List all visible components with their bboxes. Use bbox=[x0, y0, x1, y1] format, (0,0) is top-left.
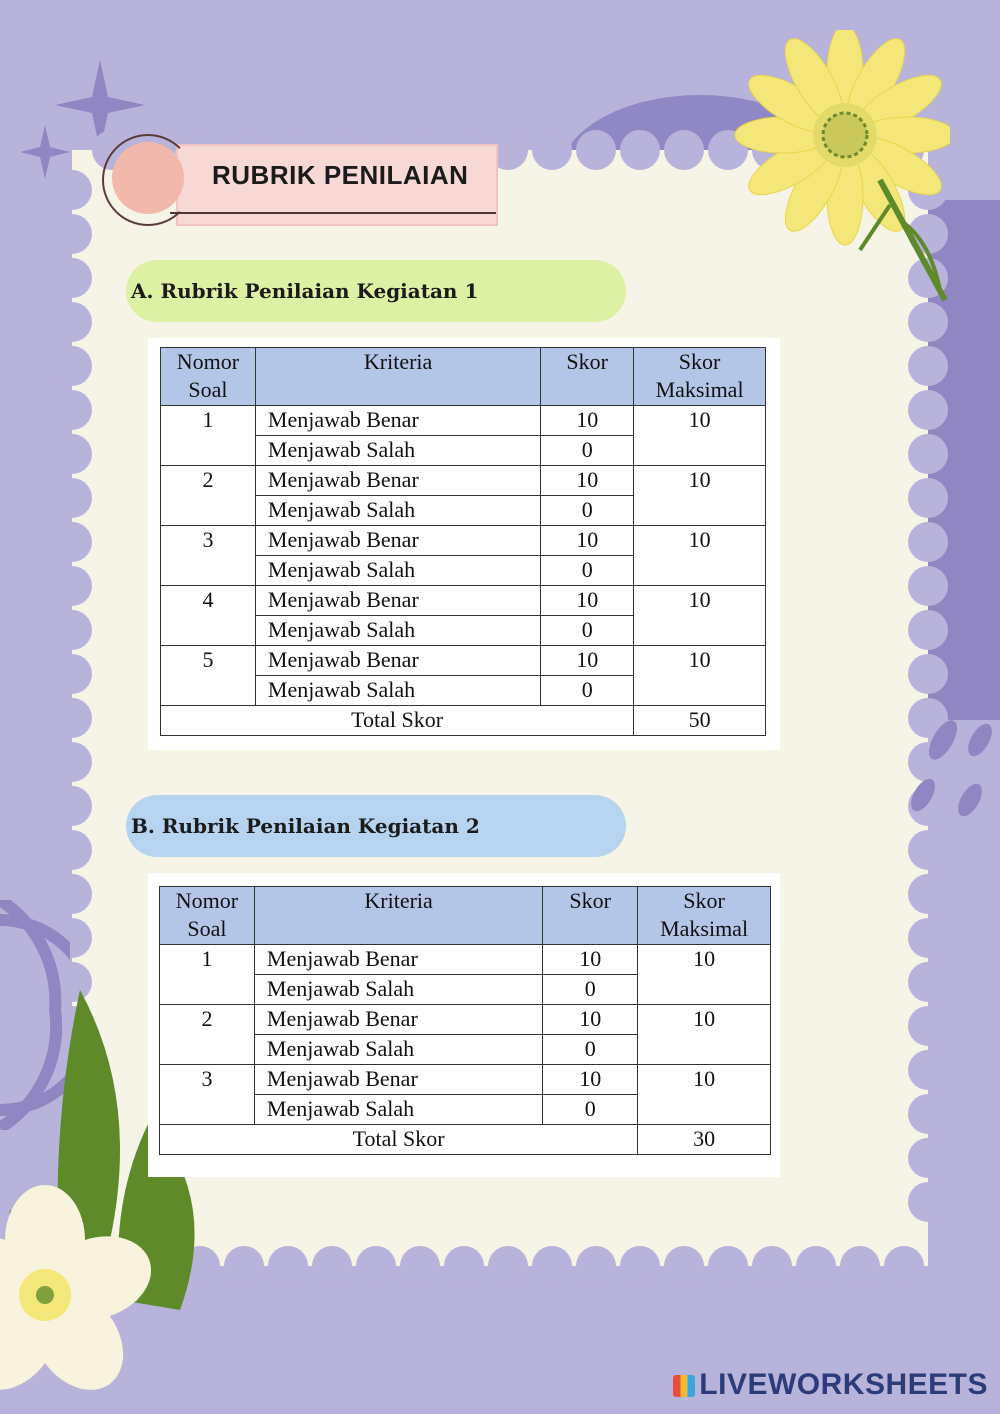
table-row bbox=[161, 586, 766, 616]
cell-skor-maksimal: 10 bbox=[634, 406, 766, 466]
liveworksheets-icon bbox=[673, 1375, 695, 1397]
title-underline bbox=[170, 212, 496, 214]
section-a-heading: A. Rubrik Penilaian Kegiatan 1 bbox=[131, 279, 479, 303]
cell-kriteria: Menjawab Salah bbox=[254, 975, 542, 1005]
header-kriteria: Kriteria bbox=[254, 887, 542, 945]
cell-kriteria: Menjawab Salah bbox=[255, 616, 540, 646]
cell-skor: 0 bbox=[543, 1095, 638, 1125]
cell-nomor: 2 bbox=[161, 466, 256, 526]
brand-text: LIVEWORKSHEETS bbox=[699, 1368, 988, 1401]
cell-kriteria: Menjawab Benar bbox=[255, 406, 540, 436]
cell-skor: 10 bbox=[543, 1005, 638, 1035]
rubric-table-b bbox=[159, 886, 771, 1155]
section-b-heading: B. Rubrik Penilaian Kegiatan 2 bbox=[131, 814, 480, 838]
total-label: Total Skor bbox=[161, 706, 634, 736]
cell-kriteria: Menjawab Benar bbox=[254, 945, 542, 975]
header-skor-maksimal: Skor Maksimal bbox=[634, 348, 766, 406]
table-row bbox=[161, 406, 766, 436]
header-nomor-soal: Nomor Soal bbox=[161, 348, 256, 406]
cell-kriteria: Menjawab Salah bbox=[255, 556, 540, 586]
cell-kriteria: Menjawab Salah bbox=[254, 1095, 542, 1125]
page-title: RUBRIK PENILAIAN bbox=[212, 160, 469, 190]
cell-skor: 10 bbox=[541, 586, 634, 616]
yellow-flower-icon bbox=[730, 30, 950, 310]
cell-skor: 10 bbox=[541, 466, 634, 496]
cell-skor-maksimal: 10 bbox=[634, 586, 766, 646]
cell-kriteria: Menjawab Salah bbox=[255, 676, 540, 706]
cell-nomor: 3 bbox=[161, 526, 256, 586]
cell-skor-maksimal: 10 bbox=[638, 1005, 771, 1065]
total-value: 50 bbox=[634, 706, 766, 736]
cell-nomor: 2 bbox=[160, 1005, 255, 1065]
cell-skor: 10 bbox=[541, 526, 634, 556]
cell-skor: 0 bbox=[541, 496, 634, 526]
cell-nomor: 4 bbox=[161, 586, 256, 646]
cell-kriteria: Menjawab Benar bbox=[254, 1005, 542, 1035]
cell-kriteria: Menjawab Benar bbox=[254, 1065, 542, 1095]
total-value: 30 bbox=[638, 1125, 771, 1155]
cell-skor: 0 bbox=[541, 436, 634, 466]
rubric-table-a bbox=[160, 347, 766, 736]
cell-kriteria: Menjawab Benar bbox=[255, 466, 540, 496]
cell-skor-maksimal: 10 bbox=[638, 1065, 771, 1125]
cell-kriteria: Menjawab Benar bbox=[255, 646, 540, 676]
cell-skor: 0 bbox=[541, 556, 634, 586]
cell-nomor: 5 bbox=[161, 646, 256, 706]
table-row bbox=[161, 646, 766, 676]
decor-drops bbox=[905, 660, 1000, 830]
header-skor: Skor bbox=[541, 348, 634, 406]
cell-nomor: 1 bbox=[161, 406, 256, 466]
cell-nomor: 3 bbox=[160, 1065, 255, 1125]
cell-skor-maksimal: 10 bbox=[634, 646, 766, 706]
table-row bbox=[161, 466, 766, 496]
title-banner bbox=[100, 130, 500, 230]
total-label: Total Skor bbox=[160, 1125, 638, 1155]
brand-logo[interactable] bbox=[673, 1368, 988, 1402]
total-row bbox=[160, 1125, 771, 1155]
header-skor-maksimal: Skor Maksimal bbox=[638, 887, 771, 945]
cell-kriteria: Menjawab Benar bbox=[255, 586, 540, 616]
cell-skor: 0 bbox=[543, 1035, 638, 1065]
cell-kriteria: Menjawab Salah bbox=[255, 436, 540, 466]
cell-kriteria: Menjawab Salah bbox=[254, 1035, 542, 1065]
cell-skor: 10 bbox=[541, 406, 634, 436]
header-kriteria: Kriteria bbox=[255, 348, 540, 406]
table-row bbox=[160, 1005, 771, 1035]
cell-skor: 0 bbox=[541, 616, 634, 646]
table-row bbox=[160, 945, 771, 975]
header-skor: Skor bbox=[543, 887, 638, 945]
cell-kriteria: Menjawab Benar bbox=[255, 526, 540, 556]
table-row bbox=[161, 526, 766, 556]
cell-skor: 10 bbox=[543, 1065, 638, 1095]
cell-nomor: 1 bbox=[160, 945, 255, 1005]
cell-skor-maksimal: 10 bbox=[634, 466, 766, 526]
table-row bbox=[160, 1065, 771, 1095]
title-circle bbox=[112, 142, 184, 214]
cell-skor: 10 bbox=[541, 646, 634, 676]
total-row bbox=[161, 706, 766, 736]
cell-skor: 0 bbox=[543, 975, 638, 1005]
cell-skor: 10 bbox=[543, 945, 638, 975]
header-nomor-soal: Nomor Soal bbox=[160, 887, 255, 945]
cell-kriteria: Menjawab Salah bbox=[255, 496, 540, 526]
cell-skor-maksimal: 10 bbox=[634, 526, 766, 586]
cell-skor: 0 bbox=[541, 676, 634, 706]
cell-skor-maksimal: 10 bbox=[638, 945, 771, 1005]
